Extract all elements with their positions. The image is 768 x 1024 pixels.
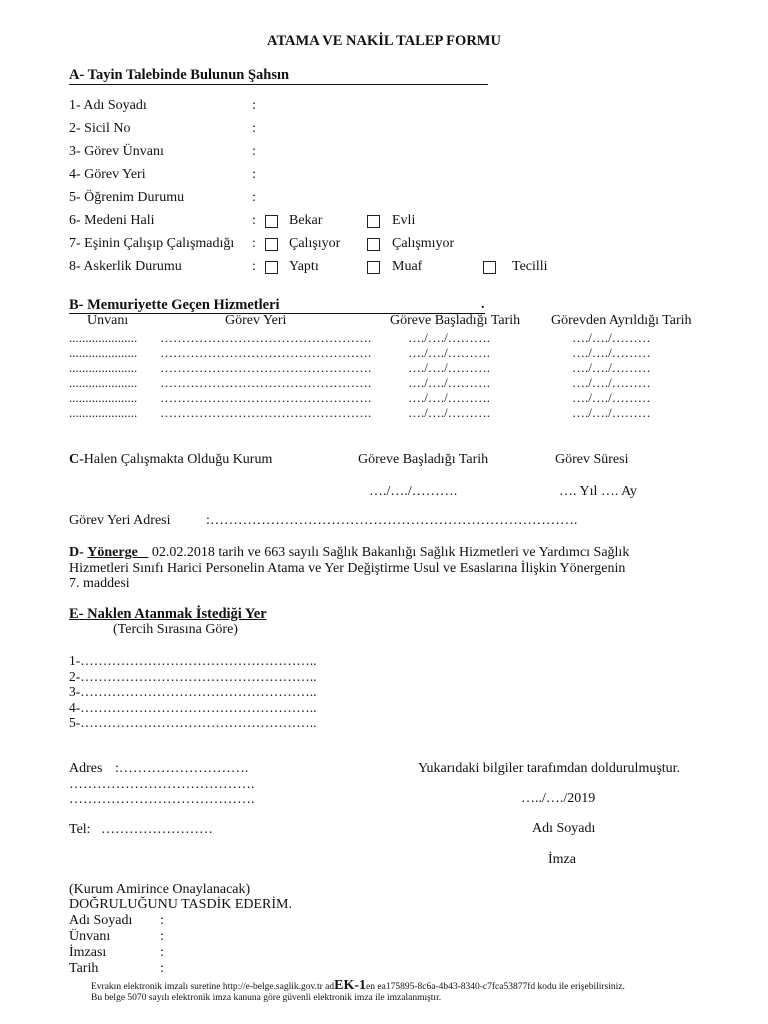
option-married-label: Evli: [392, 213, 416, 228]
declaration-text: Yukarıdaki bilgiler tarafımdan doldurulmuştur.: [418, 761, 681, 776]
row-workplace-blank: ………………………………………….: [160, 330, 372, 345]
approval-signature-colon: :: [160, 945, 164, 960]
column-workplace: Görev Yeri: [225, 313, 287, 328]
row-title-blank: .....................: [69, 405, 138, 420]
checkbox-military-exempt[interactable]: [367, 261, 380, 274]
field-education-colon: :: [252, 190, 256, 205]
approval-signature-label: İmzası: [69, 945, 107, 960]
checkbox-spouse-not-working[interactable]: [367, 238, 380, 251]
list-item: 3-……………………………………………..: [69, 684, 317, 699]
row-start-blank: …./…./……….: [408, 375, 490, 390]
approval-name-label: Adı Soyadı: [69, 913, 133, 928]
approval-note: (Kurum Amirince Onaylanacak): [69, 882, 251, 897]
option-military-exempt-label: Muaf: [392, 259, 423, 274]
option-single-label: Bekar: [289, 213, 323, 228]
list-item: 1-……………………………………………..: [69, 653, 317, 668]
approval-statement: DOĞRULUĞUNU TASDİK EDERİM.: [69, 897, 293, 912]
row-title-blank: .....................: [69, 330, 138, 345]
contact-address-line3: ………………………………….: [69, 792, 255, 807]
signature-date: …../…./2019: [521, 791, 596, 806]
table-row: [69, 345, 709, 360]
option-military-done-label: Yaptı: [289, 259, 319, 274]
table-row: [69, 375, 709, 390]
row-title-blank: .....................: [69, 345, 138, 360]
section-c-institution: Halen Çalışmakta Olduğu Kurum: [83, 452, 273, 467]
section-d-directive: Yönerge: [87, 545, 138, 560]
option-spouse-not-working-label: Çalışmıyor: [392, 236, 455, 251]
checkbox-military-deferred[interactable]: [483, 261, 496, 274]
column-start-date: Göreve Başladığı Tarih: [390, 313, 521, 328]
row-title-blank: .....................: [69, 360, 138, 375]
section-e-subheading: (Tercih Sırasına Göre): [113, 622, 238, 637]
table-row: [69, 390, 709, 405]
field-name-label: 1- Adı Soyadı: [69, 98, 147, 113]
row-title-blank: .....................: [69, 375, 138, 390]
footer-line2: Bu belge 5070 sayılı elektronik imza kanuna göre güvenli elektronik imza ile imzalanmıştır.: [91, 993, 442, 1003]
footer-line1-a: Evrakın elektronik imzalı suretine http://e-belge.saglik.gov.tr ad: [91, 982, 335, 992]
row-workplace-blank: ………………………………………….: [160, 390, 372, 405]
field-workplace-colon: :: [252, 167, 256, 182]
field-name-colon: :: [252, 98, 256, 113]
row-workplace-blank: ………………………………………….: [160, 375, 372, 390]
checkbox-spouse-working[interactable]: [265, 238, 278, 251]
row-end-blank: …./…./………: [572, 330, 651, 345]
signature-sign-label: İmza: [548, 852, 576, 867]
row-start-blank: …./…./……….: [408, 345, 490, 360]
checkbox-military-done[interactable]: [265, 261, 278, 274]
service-table: [69, 330, 709, 420]
table-row: [69, 360, 709, 375]
workplace-address-label: Görev Yeri Adresi: [69, 513, 171, 528]
column-end-date: Görevden Ayrıldığı Tarih: [551, 313, 692, 328]
footer-line1: [91, 978, 625, 994]
row-end-blank: …./…./………: [572, 375, 651, 390]
option-spouse-working-label: Çalışıyor: [289, 236, 341, 251]
list-item: 5-……………………………………………..: [69, 715, 317, 730]
field-title-colon: :: [252, 144, 256, 159]
field-spouse-label: 7- Eşinin Çalışıp Çalışmadığı: [69, 236, 235, 251]
preference-list: [69, 653, 317, 731]
section-d-line2: Hizmetleri Sınıfı Harici Personelin Atama ve Yer Değiştirme Usul ve Esaslarına İlişkin Yönergenin: [69, 561, 626, 576]
approval-name-colon: :: [160, 913, 164, 928]
section-c-prefix: C-: [69, 452, 84, 467]
table-row: [69, 330, 709, 345]
option-military-deferred-label: Tecilli: [512, 259, 548, 274]
field-spouse-colon: :: [252, 236, 256, 251]
field-title-label: 3- Görev Ünvanı: [69, 144, 164, 159]
row-start-blank: …./…./……….: [408, 390, 490, 405]
section-a-heading: A- Tayin Talebinde Bulunun Şahsın: [69, 67, 290, 83]
field-education-label: 5- Öğrenim Durumu: [69, 190, 185, 205]
form-title: ATAMA VE NAKİL TALEP FORMU: [267, 33, 501, 49]
table-row: [69, 405, 709, 420]
workplace-address-value: :…………………………………………………………………….: [206, 513, 578, 528]
row-start-blank: …./…./……….: [408, 405, 490, 420]
contact-phone-label: Tel:: [69, 822, 91, 837]
section-c-start-value: …./…./……….: [369, 484, 458, 499]
contact-address-value: :……………………….: [115, 761, 249, 776]
field-marital-label: 6- Medeni Hali: [69, 213, 155, 228]
section-e-heading: E- Naklen Atanmak İstediği Yer: [69, 606, 267, 622]
row-title-blank: .....................: [69, 390, 138, 405]
row-end-blank: …./…./………: [572, 345, 651, 360]
row-workplace-blank: ………………………………………….: [160, 360, 372, 375]
field-military-colon: :: [252, 259, 256, 274]
contact-phone-value: ……………………: [101, 822, 213, 837]
row-start-blank: …./…./……….: [408, 330, 490, 345]
row-end-blank: …./…./………: [572, 360, 651, 375]
section-c-duration-value: …. Yıl …. Ay: [559, 484, 637, 499]
section-d-text1: 02.02.2018 tarih ve 663 sayılı Sağlık Bakanlığı Sağlık Hizmetleri ve Yardımcı Sağlık: [151, 545, 630, 560]
approval-title-colon: :: [160, 929, 164, 944]
checkbox-married[interactable]: [367, 215, 380, 228]
approval-date-colon: :: [160, 961, 164, 976]
section-d-prefix: D-: [69, 545, 84, 560]
section-b-heading-end: .: [481, 297, 485, 312]
footer-line1-b: en ea175895-8c6a-4b43-8340-c7fca53877fd kodu ile erişebilirsiniz.: [366, 982, 625, 992]
field-registry-label: 2- Sicil No: [69, 121, 131, 136]
field-registry-colon: :: [252, 121, 256, 136]
contact-address-label: Adres: [69, 761, 103, 776]
field-workplace-label: 4- Görev Yeri: [69, 167, 146, 182]
row-start-blank: …./…./……….: [408, 360, 490, 375]
row-end-blank: …./…./………: [572, 390, 651, 405]
checkbox-single[interactable]: [265, 215, 278, 228]
row-workplace-blank: ………………………………………….: [160, 345, 372, 360]
section-a-underline: [69, 84, 488, 85]
section-b-heading: B- Memuriyette Geçen Hizmetleri: [69, 297, 280, 313]
row-workplace-blank: ………………………………………….: [160, 405, 372, 420]
row-end-blank: …./…./………: [572, 405, 651, 420]
field-marital-colon: :: [252, 213, 256, 228]
field-military-label: 8- Askerlik Durumu: [69, 259, 182, 274]
list-item: 4-……………………………………………..: [69, 699, 317, 715]
section-c-start-label: Göreve Başladığı Tarih: [358, 452, 489, 467]
list-item: 2-……………………………………………..: [69, 668, 317, 684]
section-d-line3: 7. maddesi: [69, 576, 130, 591]
contact-address-line2: ………………………………….: [69, 777, 255, 792]
section-d-line1: [69, 545, 629, 561]
signature-name-label: Adı Soyadı: [532, 821, 596, 836]
section-c-duration-label: Görev Süresi: [555, 452, 629, 467]
approval-title-label: Ünvanı: [69, 929, 111, 944]
section-c-label: [69, 452, 272, 468]
ek-stamp: EK-1: [334, 978, 367, 993]
approval-date-label: Tarih: [69, 961, 99, 976]
column-title: Ünvanı: [87, 313, 129, 328]
